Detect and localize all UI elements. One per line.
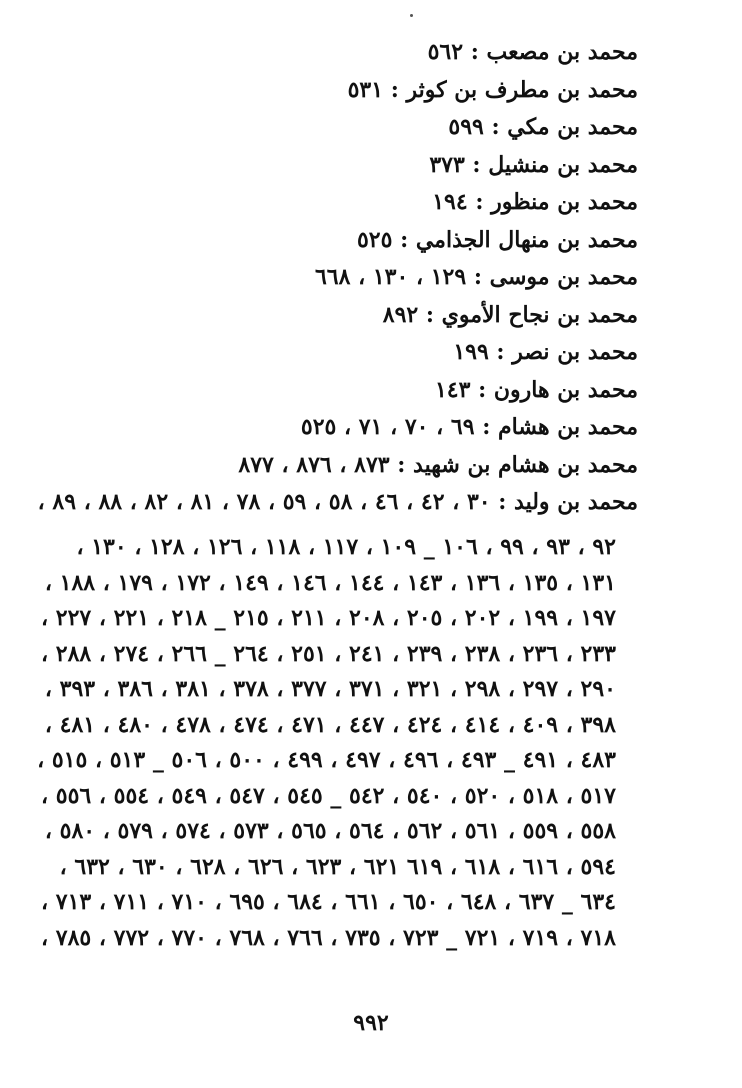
reference-line: ٢٣٣ ، ٢٣٦ ، ٢٣٨ ، ٢٣٩ ، ٢٤١ ، ٢٥١ ، ٢٦٤ _ ٢٦٦ ، ٢٧٤ ، ٢٨٨ ، bbox=[41, 640, 616, 667]
page-references-continued bbox=[36, 530, 616, 956]
index-entry: محمد بن منشيل : ٣٧٣ bbox=[429, 151, 638, 178]
reference-line: ٥١٧ ، ٥١٨ ، ٥٢٠ ، ٥٤٠ ، ٥٤٢ _ ٥٤٥ ، ٥٤٧ ، ٥٤٩ ، ٥٥٤ ، ٥٥٦ ، bbox=[41, 782, 616, 809]
reference-line: ٦٣٤ _ ٦٣٧ ، ٦٤٨ ، ٦٥٠ ، ٦٦١ ، ٦٨٤ ، ٦٩٥ ، ٧١٠ ، ٧١١ ، ٧١٣ ، bbox=[41, 889, 616, 915]
reference-line: ١٣١ ، ١٣٥ ، ١٣٦ ، ١٤٣ ، ١٤٤ ، ١٤٦ ، ١٤٩ ، ١٧٢ ، ١٧٩ ، ١٨٨ ، bbox=[44, 569, 616, 596]
reference-line: ٧١٨ ، ٧١٩ ، ٧٢١ _ ٧٢٣ ، ٧٣٥ ، ٧٦٦ ، ٧٦٨ ، ٧٧٠ ، ٧٧٢ ، ٧٨٥ ، bbox=[41, 924, 616, 951]
reference-line: ٥٩٤ ، ٦١٦ ، ٦١٨ ، ٦١٩ ٦٢١ ، ٦٢٣ ، ٦٢٦ ، ٦٢٨ ، ٦٣٠ ، ٦٣٢ ، bbox=[59, 853, 616, 880]
index-entry: محمد بن هارون : ١٤٣ bbox=[434, 376, 638, 403]
index-entry: محمد بن وليد : ٣٠ ، ٤٢ ، ٤٦ ، ٥٨ ، ٥٩ ، ٧٨ ، ٨١ ، ٨٢ ، ٨٨ ، ٨٩ ، bbox=[37, 489, 638, 515]
index-entry: محمد بن هشام بن شهيد : ٨٧٣ ، ٨٧٦ ، ٨٧٧ bbox=[238, 451, 638, 478]
page-number: ٩٩٢ bbox=[353, 1010, 389, 1036]
reference-line: ٢٩٠ ، ٢٩٧ ، ٢٩٨ ، ٣٢١ ، ٣٧١ ، ٣٧٧ ، ٣٧٨ ، ٣٨١ ، ٣٨٦ ، ٣٩٣ ، bbox=[44, 676, 616, 702]
index-entry: محمد بن نجاح الأموي : ٨٩٢ bbox=[382, 301, 638, 328]
index-entry: محمد بن منظور : ١٩٤ bbox=[432, 189, 638, 215]
index-entry: محمد بن منهال الجذامي : ٥٢٥ bbox=[356, 226, 638, 253]
index-entries bbox=[37, 34, 638, 522]
index-entry: محمد بن مصعب : ٥٦٢ bbox=[427, 39, 638, 65]
reference-line: ٤٨٣ ، ٤٩١ _ ٤٩٣ ، ٤٩٦ ، ٤٩٧ ، ٤٩٩ ، ٥٠٠ ، ٥٠٦ _ ٥١٣ ، ٥١٥ ، bbox=[37, 747, 616, 773]
reference-line: ٣٩٨ ، ٤٠٩ ، ٤١٤ ، ٤٢٤ ، ٤٤٧ ، ٤٧١ ، ٤٧٤ ، ٤٧٨ ، ٤٨٠ ، ٤٨١ ، bbox=[44, 711, 616, 738]
index-entry: محمد بن موسى : ١٢٩ ، ١٣٠ ، ٦٦٨ bbox=[314, 264, 638, 290]
scan-speck bbox=[410, 14, 413, 17]
index-entry: محمد بن مطرف بن كوثر : ٥٣١ bbox=[347, 76, 638, 103]
index-entry: محمد بن مكي : ٥٩٩ bbox=[448, 114, 638, 140]
index-entry: محمد بن نصر : ١٩٩ bbox=[453, 339, 638, 365]
reference-line: ١٩٧ ، ١٩٩ ، ٢٠٢ ، ٢٠٥ ، ٢٠٨ ، ٢١١ ، ٢١٥ _ ٢١٨ ، ٢٢١ ، ٢٢٧ ، bbox=[41, 605, 616, 631]
reference-line: ٥٥٨ ، ٥٥٩ ، ٥٦١ ، ٥٦٢ ، ٥٦٤ ، ٥٦٥ ، ٥٧٣ ، ٥٧٤ ، ٥٧٩ ، ٥٨٠ ، bbox=[44, 818, 616, 844]
reference-line: ٩٢ ، ٩٣ ، ٩٩ ، ١٠٦ _ ١٠٩ ، ١١٧ ، ١١٨ ، ١٢٦ ، ١٢٨ ، ١٣٠ ، bbox=[76, 534, 616, 560]
index-entry: محمد بن هشام : ٦٩ ، ٧٠ ، ٧١ ، ٥٢٥ bbox=[300, 414, 638, 440]
